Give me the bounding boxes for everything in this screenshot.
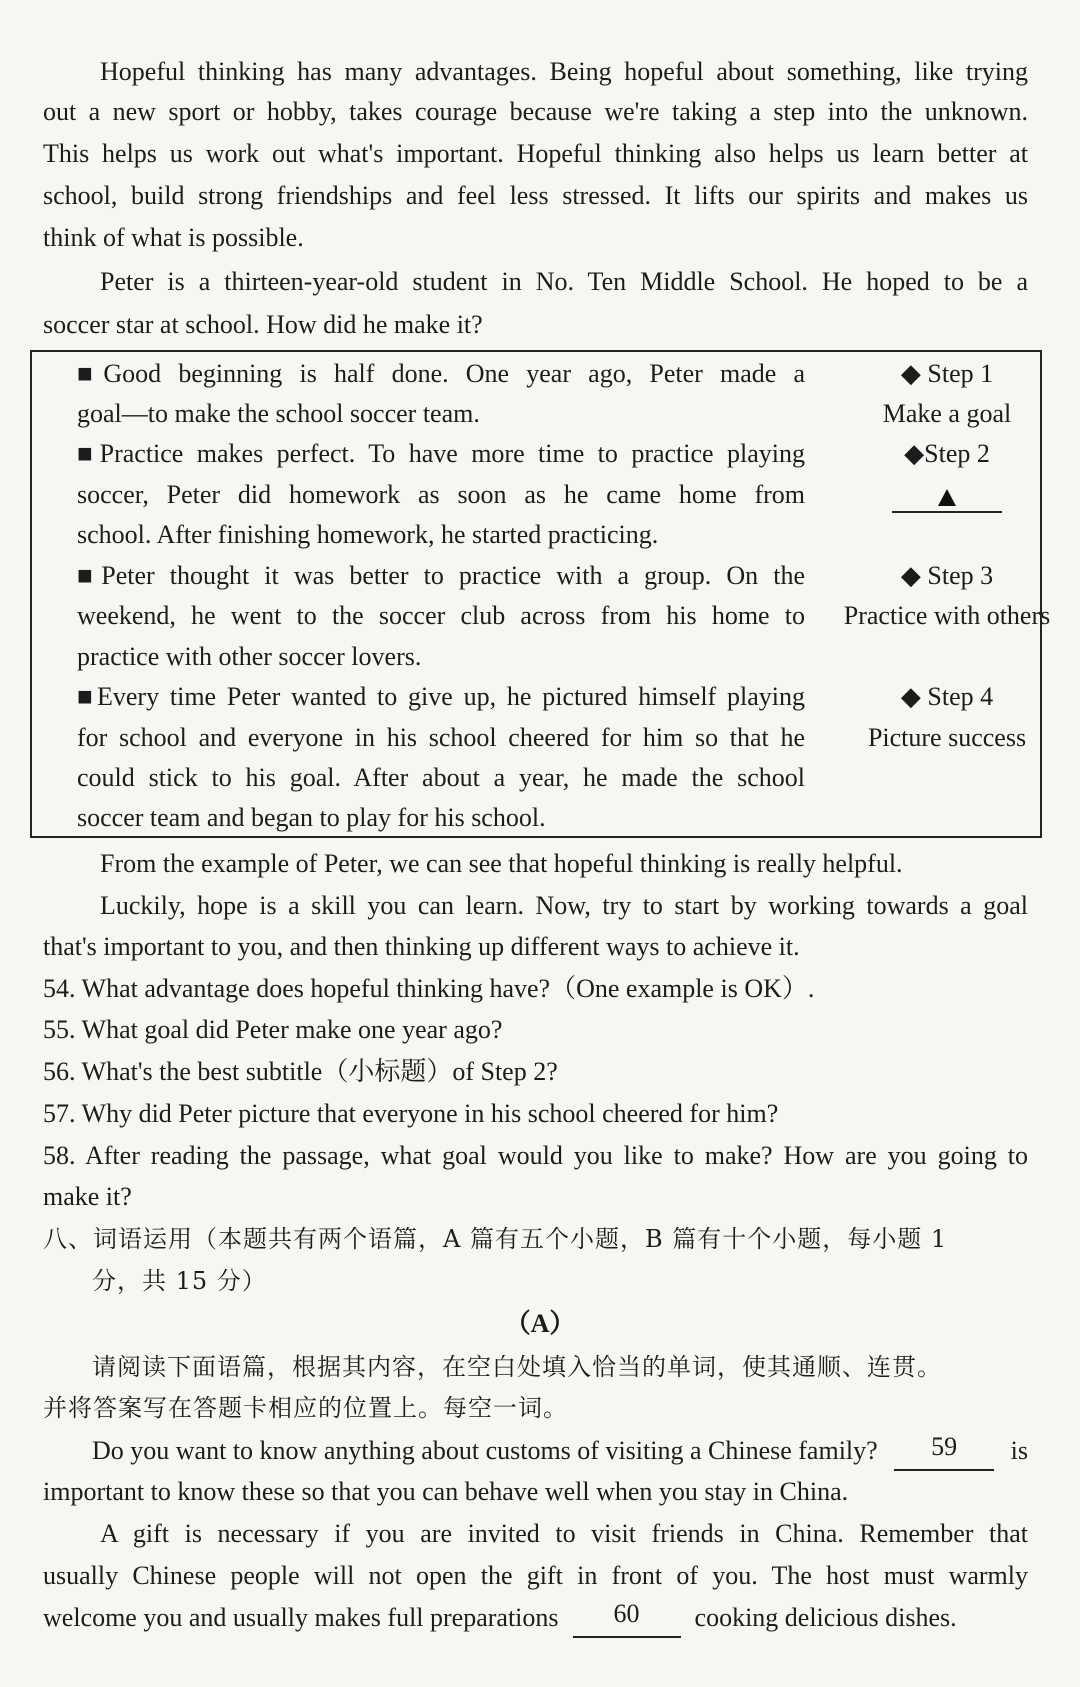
box-line: goal—to make the school soccer team. [77, 399, 480, 428]
steps-box [30, 350, 1051, 838]
instruction-line1: 请阅读下面语篇，根据其内容，在空白处填入恰当的单词，使其通顺、连贯。 [92, 1353, 942, 1381]
para2-line2: soccer star at school. How did he make it? [43, 310, 483, 339]
cloze-text: Do you want to know anything about customs of visiting a Chinese family? [92, 1436, 878, 1465]
step1-label: ◆ Step 1 [900, 359, 994, 388]
cloze-line5 [43, 1598, 1028, 1638]
step2-label: ◆Step 2 [904, 439, 990, 468]
para3: From the example of Peter, we can see that hopeful thinking is really helpful. [100, 849, 903, 878]
para1-line5: think of what is possible. [43, 223, 304, 252]
step1-desc: Make a goal [882, 399, 1012, 428]
box-line: could stick to his goal. After about a year, he made the school [77, 763, 805, 792]
para1-line2: out a new sport or hobby, takes courage because we're taking a step into the unknown. [43, 97, 1028, 126]
question-54: 54. What advantage does hopeful thinking have?（One example is OK）. [43, 974, 815, 1003]
para4-line1: Luckily, hope is a skill you can learn. Now, try to start by working towards a goal [100, 891, 1028, 920]
step2-blank [822, 475, 1072, 515]
box-line: ■Practice makes perfect. To have more time to practice playing [77, 439, 805, 468]
section8-title-line1: 八、词语运用（本题共有两个语篇，A 篇有五个小题，B 篇有十个小题，每小题 1 [43, 1225, 948, 1253]
step3-desc: Practice with others [843, 601, 1051, 630]
cloze-line2: important to know these so that you can behave well when you stay in China. [43, 1477, 849, 1506]
cloze-text: is [1010, 1436, 1028, 1465]
box-line: weekend, he went to the soccer club across from his home to [77, 601, 805, 630]
question-58-line1: 58. After reading the passage, what goal would you like to make? How are you going to [43, 1141, 1028, 1170]
instruction-line2: 并将答案写在答题卡相应的位置上。每空一词。 [43, 1394, 568, 1422]
para1-line4: school, build strong friendships and feel less stressed. It lifts our spirits and makes us [43, 181, 1028, 210]
triangle-icon [938, 489, 956, 506]
question-57: 57. Why did Peter picture that everyone in his school cheered for him? [43, 1099, 779, 1128]
cloze-line3: A gift is necessary if you are invited to visit friends in China. Remember that [100, 1519, 1028, 1548]
section8-title-line2: 分，共 15 分） [92, 1267, 267, 1295]
cloze-text: cooking delicious dishes. [694, 1603, 957, 1632]
box-line: ■Good beginning is half done. One year ago, Peter made a [77, 359, 805, 388]
para2-line1: Peter is a thirteen-year-old student in No. Ten Middle School. He hoped to be a [100, 267, 1028, 296]
box-line: soccer, Peter did homework as soon as he came home from [77, 480, 805, 509]
part-a-heading: （A） [504, 1309, 576, 1338]
step4-label: ◆ Step 4 [900, 682, 994, 711]
para1-line1: Hopeful thinking has many advantages. Being hopeful about something, like trying [100, 57, 1028, 86]
box-line: school. After finishing homework, he started practicing. [77, 520, 659, 549]
cloze-line1 [92, 1431, 1028, 1471]
step3-label: ◆ Step 3 [900, 561, 994, 590]
question-55: 55. What goal did Peter make one year ago? [43, 1015, 503, 1044]
question-56: 56. What's the best subtitle（小标题）of Step 2? [43, 1057, 558, 1086]
box-line: ■Peter thought it was better to practice with a group. On the [77, 561, 805, 590]
para4-line2: that's important to you, and then thinking up different ways to achieve it. [43, 932, 800, 961]
cloze-text: welcome you and usually makes full preparations [43, 1603, 559, 1632]
box-line: for school and everyone in his school cheered for him so that he [77, 723, 805, 752]
step2-answer-blank[interactable] [892, 479, 1002, 513]
step4-desc: Picture success [867, 723, 1027, 752]
cloze-line4: usually Chinese people will not open the gift in front of you. The host must warmly [43, 1561, 1028, 1590]
box-line: ■Every time Peter wanted to give up, he pictured himself playing [77, 682, 805, 711]
box-line: soccer team and began to play for his school. [77, 803, 546, 832]
box-line: practice with other soccer lovers. [77, 642, 422, 671]
blank-59[interactable]: 59 [894, 1431, 994, 1471]
question-58-line2: make it? [43, 1182, 132, 1211]
para1-line3: This helps us work out what's important. Hopeful thinking also helps us learn better at [43, 139, 1028, 168]
blank-60[interactable]: 60 [573, 1598, 681, 1638]
